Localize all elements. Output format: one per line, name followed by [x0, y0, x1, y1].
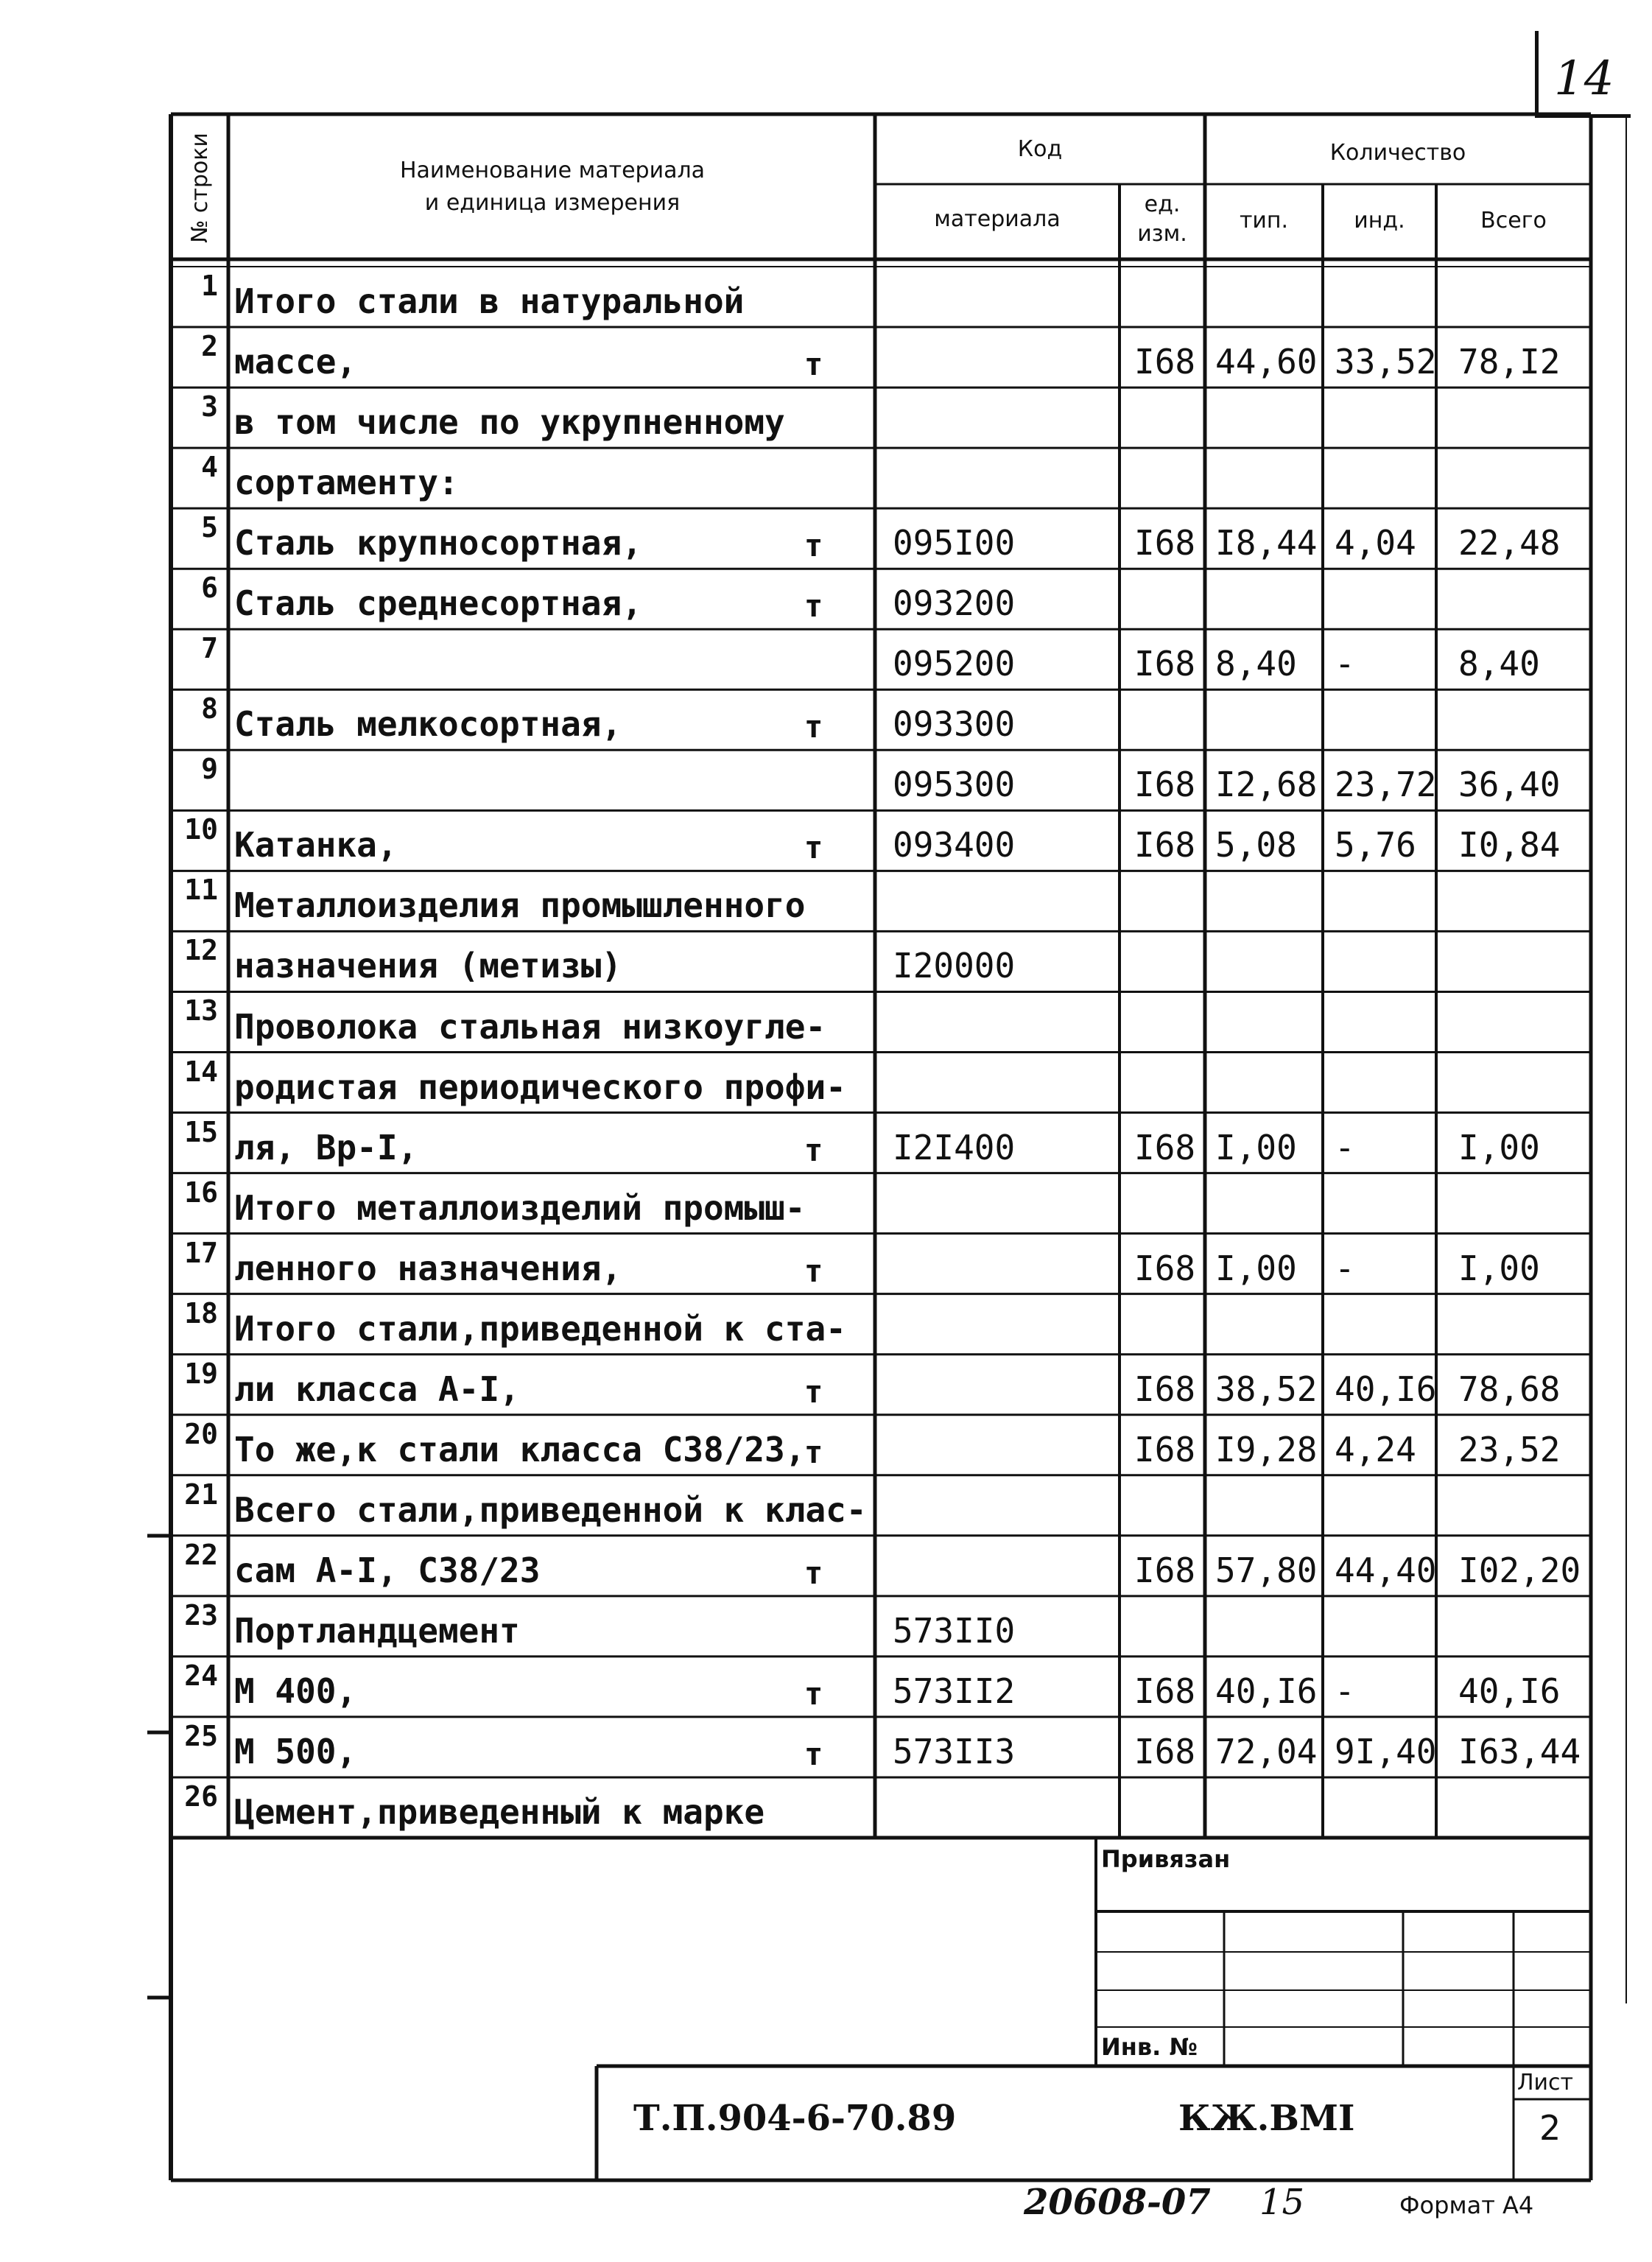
qty-ind-cell: 4,04: [1335, 523, 1416, 563]
qty-ind-cell: -: [1335, 1127, 1355, 1167]
qty-total-cell: 23,52: [1458, 1429, 1561, 1469]
material-name-cell: Итого стали,приведенной к ста-: [234, 1308, 846, 1349]
unit-code-cell: I68: [1134, 1550, 1196, 1590]
row-number: 20: [184, 1417, 218, 1450]
row-number: 15: [184, 1115, 218, 1148]
page-number: 15: [1259, 2182, 1305, 2223]
qty-typ-cell: 57,80: [1215, 1550, 1318, 1590]
name-column-header: Наименование материала и единица измерения: [399, 158, 706, 216]
unit-code-cell: I68: [1134, 1369, 1196, 1409]
qty-total-header: Всего: [1480, 208, 1547, 233]
unit-code-cell: I68: [1134, 523, 1196, 563]
qty-ind-cell: -: [1335, 644, 1355, 684]
unit-cell: т: [804, 346, 823, 383]
row-number: 2: [201, 330, 218, 363]
material-name-cell: Всего стали,приведенной к клас-: [234, 1489, 867, 1530]
material-name-cell: Сталь мелкосортная,: [234, 704, 622, 745]
unit-cell: т: [804, 1554, 823, 1591]
qty-ind-cell: 33,52: [1335, 342, 1437, 382]
row-number: 7: [201, 632, 218, 665]
material-name-cell: сам А-I, С38/23: [234, 1550, 541, 1590]
qty-total-cell: 78,I2: [1458, 342, 1561, 382]
material-code-cell: 093200: [893, 583, 1016, 624]
material-name-cell: Сталь среднесортная,: [234, 583, 642, 624]
qty-total-cell: 78,68: [1458, 1369, 1561, 1409]
sheet-number: 14: [1554, 52, 1614, 106]
qty-typ-cell: I,00: [1215, 1248, 1297, 1288]
unit-cell: т: [804, 1735, 823, 1772]
inv-no-label: Инв. №: [1101, 2033, 1198, 2061]
material-code-cell: 573II2: [893, 1671, 1016, 1711]
row-number: 22: [184, 1538, 218, 1571]
material-name-cell: Итого стали в натуральной: [234, 281, 745, 322]
material-code-cell: 093300: [893, 704, 1016, 745]
material-code-cell: I2I400: [893, 1127, 1016, 1167]
row-number: 8: [201, 692, 218, 726]
row-number: 4: [201, 451, 218, 484]
row-number: 16: [184, 1176, 218, 1209]
material-name-cell: Проволока стальная низкоугле-: [234, 1006, 826, 1047]
code-material-header: материала: [934, 206, 1061, 232]
qty-typ-cell: 5,08: [1215, 825, 1297, 865]
qty-typ-cell: 8,40: [1215, 644, 1297, 684]
unit-code-cell: I68: [1134, 825, 1196, 865]
qty-ind-header: инд.: [1354, 208, 1405, 233]
unit-code-cell: I68: [1134, 1127, 1196, 1167]
quantity-group-header: Количество: [1329, 140, 1466, 166]
unit-code-cell: I68: [1134, 1248, 1196, 1288]
row-number: 19: [184, 1357, 218, 1390]
qty-typ-header: тип.: [1239, 208, 1289, 233]
material-code-cell: 095I00: [893, 523, 1016, 563]
row-number: 21: [184, 1478, 218, 1511]
qty-total-cell: I,00: [1458, 1248, 1540, 1288]
unit-code-cell: I68: [1134, 765, 1196, 805]
row-number: 5: [201, 511, 218, 544]
material-name-cell: ли класса А-I,: [234, 1369, 520, 1409]
qty-typ-cell: I8,44: [1215, 523, 1318, 563]
material-name-cell: в том числе по укрупненному: [234, 402, 785, 443]
unit-cell: т: [804, 1675, 823, 1712]
qty-ind-cell: 44,40: [1335, 1550, 1437, 1590]
unit-cell: т: [804, 1433, 823, 1470]
material-code-cell: 573II3: [893, 1731, 1016, 1771]
unit-cell: т: [804, 527, 823, 564]
code-group-header: Код: [1017, 136, 1063, 162]
qty-ind-cell: 40,I6: [1335, 1369, 1437, 1409]
material-name-cell: родистая периодического профи-: [234, 1067, 846, 1107]
material-name-cell: Портландцемент: [234, 1610, 520, 1651]
material-name-cell: Сталь крупносортная,: [234, 523, 642, 563]
row-number: 3: [201, 390, 218, 424]
material-code-cell: 095300: [893, 765, 1016, 805]
material-code-cell: 093400: [893, 825, 1016, 865]
row-number: 6: [201, 572, 218, 605]
qty-total-cell: I02,20: [1458, 1550, 1581, 1590]
qty-typ-cell: 72,04: [1215, 1731, 1318, 1771]
qty-typ-cell: I9,28: [1215, 1429, 1318, 1469]
unit-code-cell: I68: [1134, 1671, 1196, 1711]
unit-code-cell: I68: [1134, 342, 1196, 382]
qty-total-cell: I,00: [1458, 1127, 1540, 1167]
row-number: 13: [184, 994, 218, 1028]
material-code-cell: 095200: [893, 644, 1016, 684]
document-code: Т.П.904-6-70.89: [633, 2098, 957, 2139]
qty-total-cell: 36,40: [1458, 765, 1561, 805]
qty-ind-cell: 9I,40: [1335, 1731, 1437, 1771]
row-number: 18: [184, 1296, 218, 1330]
material-name-cell: массе,: [234, 342, 357, 382]
unit-cell: т: [804, 1373, 823, 1410]
qty-ind-cell: -: [1335, 1671, 1355, 1711]
unit-cell: т: [804, 1131, 823, 1168]
qty-ind-cell: 23,72: [1335, 765, 1437, 805]
privyazan-label: Привязан: [1101, 1845, 1231, 1873]
row-number: 10: [184, 813, 218, 846]
row-number: 26: [184, 1780, 218, 1813]
material-code-cell: I20000: [893, 946, 1016, 986]
qty-typ-cell: 38,52: [1215, 1369, 1318, 1409]
unit-code-cell: I68: [1134, 644, 1196, 684]
material-code-cell: 573II0: [893, 1610, 1016, 1651]
row-number: 17: [184, 1236, 218, 1269]
material-name-cell: Итого металлоизделий промыш-: [234, 1187, 806, 1228]
row-number-header: № строки: [187, 133, 213, 243]
row-number: 11: [184, 874, 218, 907]
unit-cell: т: [804, 709, 823, 745]
material-name-cell: М 400,: [234, 1671, 357, 1711]
format-label: Формат А4: [1399, 2191, 1534, 2219]
qty-total-cell: I0,84: [1458, 825, 1561, 865]
qty-total-cell: I63,44: [1458, 1731, 1581, 1771]
unit-cell: т: [804, 1252, 823, 1289]
list-value: 2: [1539, 2108, 1561, 2148]
material-name-cell: Металлоизделия промышленного: [234, 885, 806, 926]
unit-code-cell: I68: [1134, 1429, 1196, 1469]
material-name-cell: То же,к стали класса С38/23,: [234, 1429, 806, 1469]
sheet-code: КЖ.ВМI: [1178, 2098, 1355, 2139]
row-number: 9: [201, 753, 218, 786]
material-name-cell: сортаменту:: [234, 463, 459, 503]
qty-total-cell: 8,40: [1458, 644, 1540, 684]
row-number: 23: [184, 1598, 218, 1631]
qty-typ-cell: I,00: [1215, 1127, 1297, 1167]
list-label: Лист: [1517, 2070, 1574, 2096]
row-number: 14: [184, 1055, 218, 1088]
unit-cell: т: [804, 829, 823, 866]
material-name-cell: М 500,: [234, 1731, 357, 1771]
qty-typ-cell: 44,60: [1215, 342, 1318, 382]
code-unit-header: ед. изм.: [1137, 192, 1187, 247]
qty-typ-cell: 40,I6: [1215, 1671, 1318, 1711]
material-name-cell: Катанка,: [234, 825, 398, 865]
row-number: 1: [201, 270, 218, 302]
material-name-cell: ля, Вр-I,: [234, 1127, 418, 1167]
material-name-cell: назначения (метизы): [234, 946, 622, 986]
qty-ind-cell: 4,24: [1335, 1429, 1416, 1469]
row-number: 24: [184, 1659, 218, 1692]
qty-ind-cell: 5,76: [1335, 825, 1416, 865]
unit-cell: т: [804, 588, 823, 625]
archive-number: 20608-07: [1024, 2182, 1211, 2223]
material-name-cell: ленного назначения,: [234, 1248, 622, 1288]
qty-total-cell: 22,48: [1458, 523, 1561, 563]
qty-typ-cell: I2,68: [1215, 765, 1318, 805]
row-number: 25: [184, 1719, 218, 1752]
qty-total-cell: 40,I6: [1458, 1671, 1561, 1711]
qty-ind-cell: -: [1335, 1248, 1355, 1288]
material-name-cell: Цемент,приведенный к марке: [234, 1792, 765, 1832]
row-number: 12: [184, 934, 218, 967]
unit-code-cell: I68: [1134, 1731, 1196, 1771]
